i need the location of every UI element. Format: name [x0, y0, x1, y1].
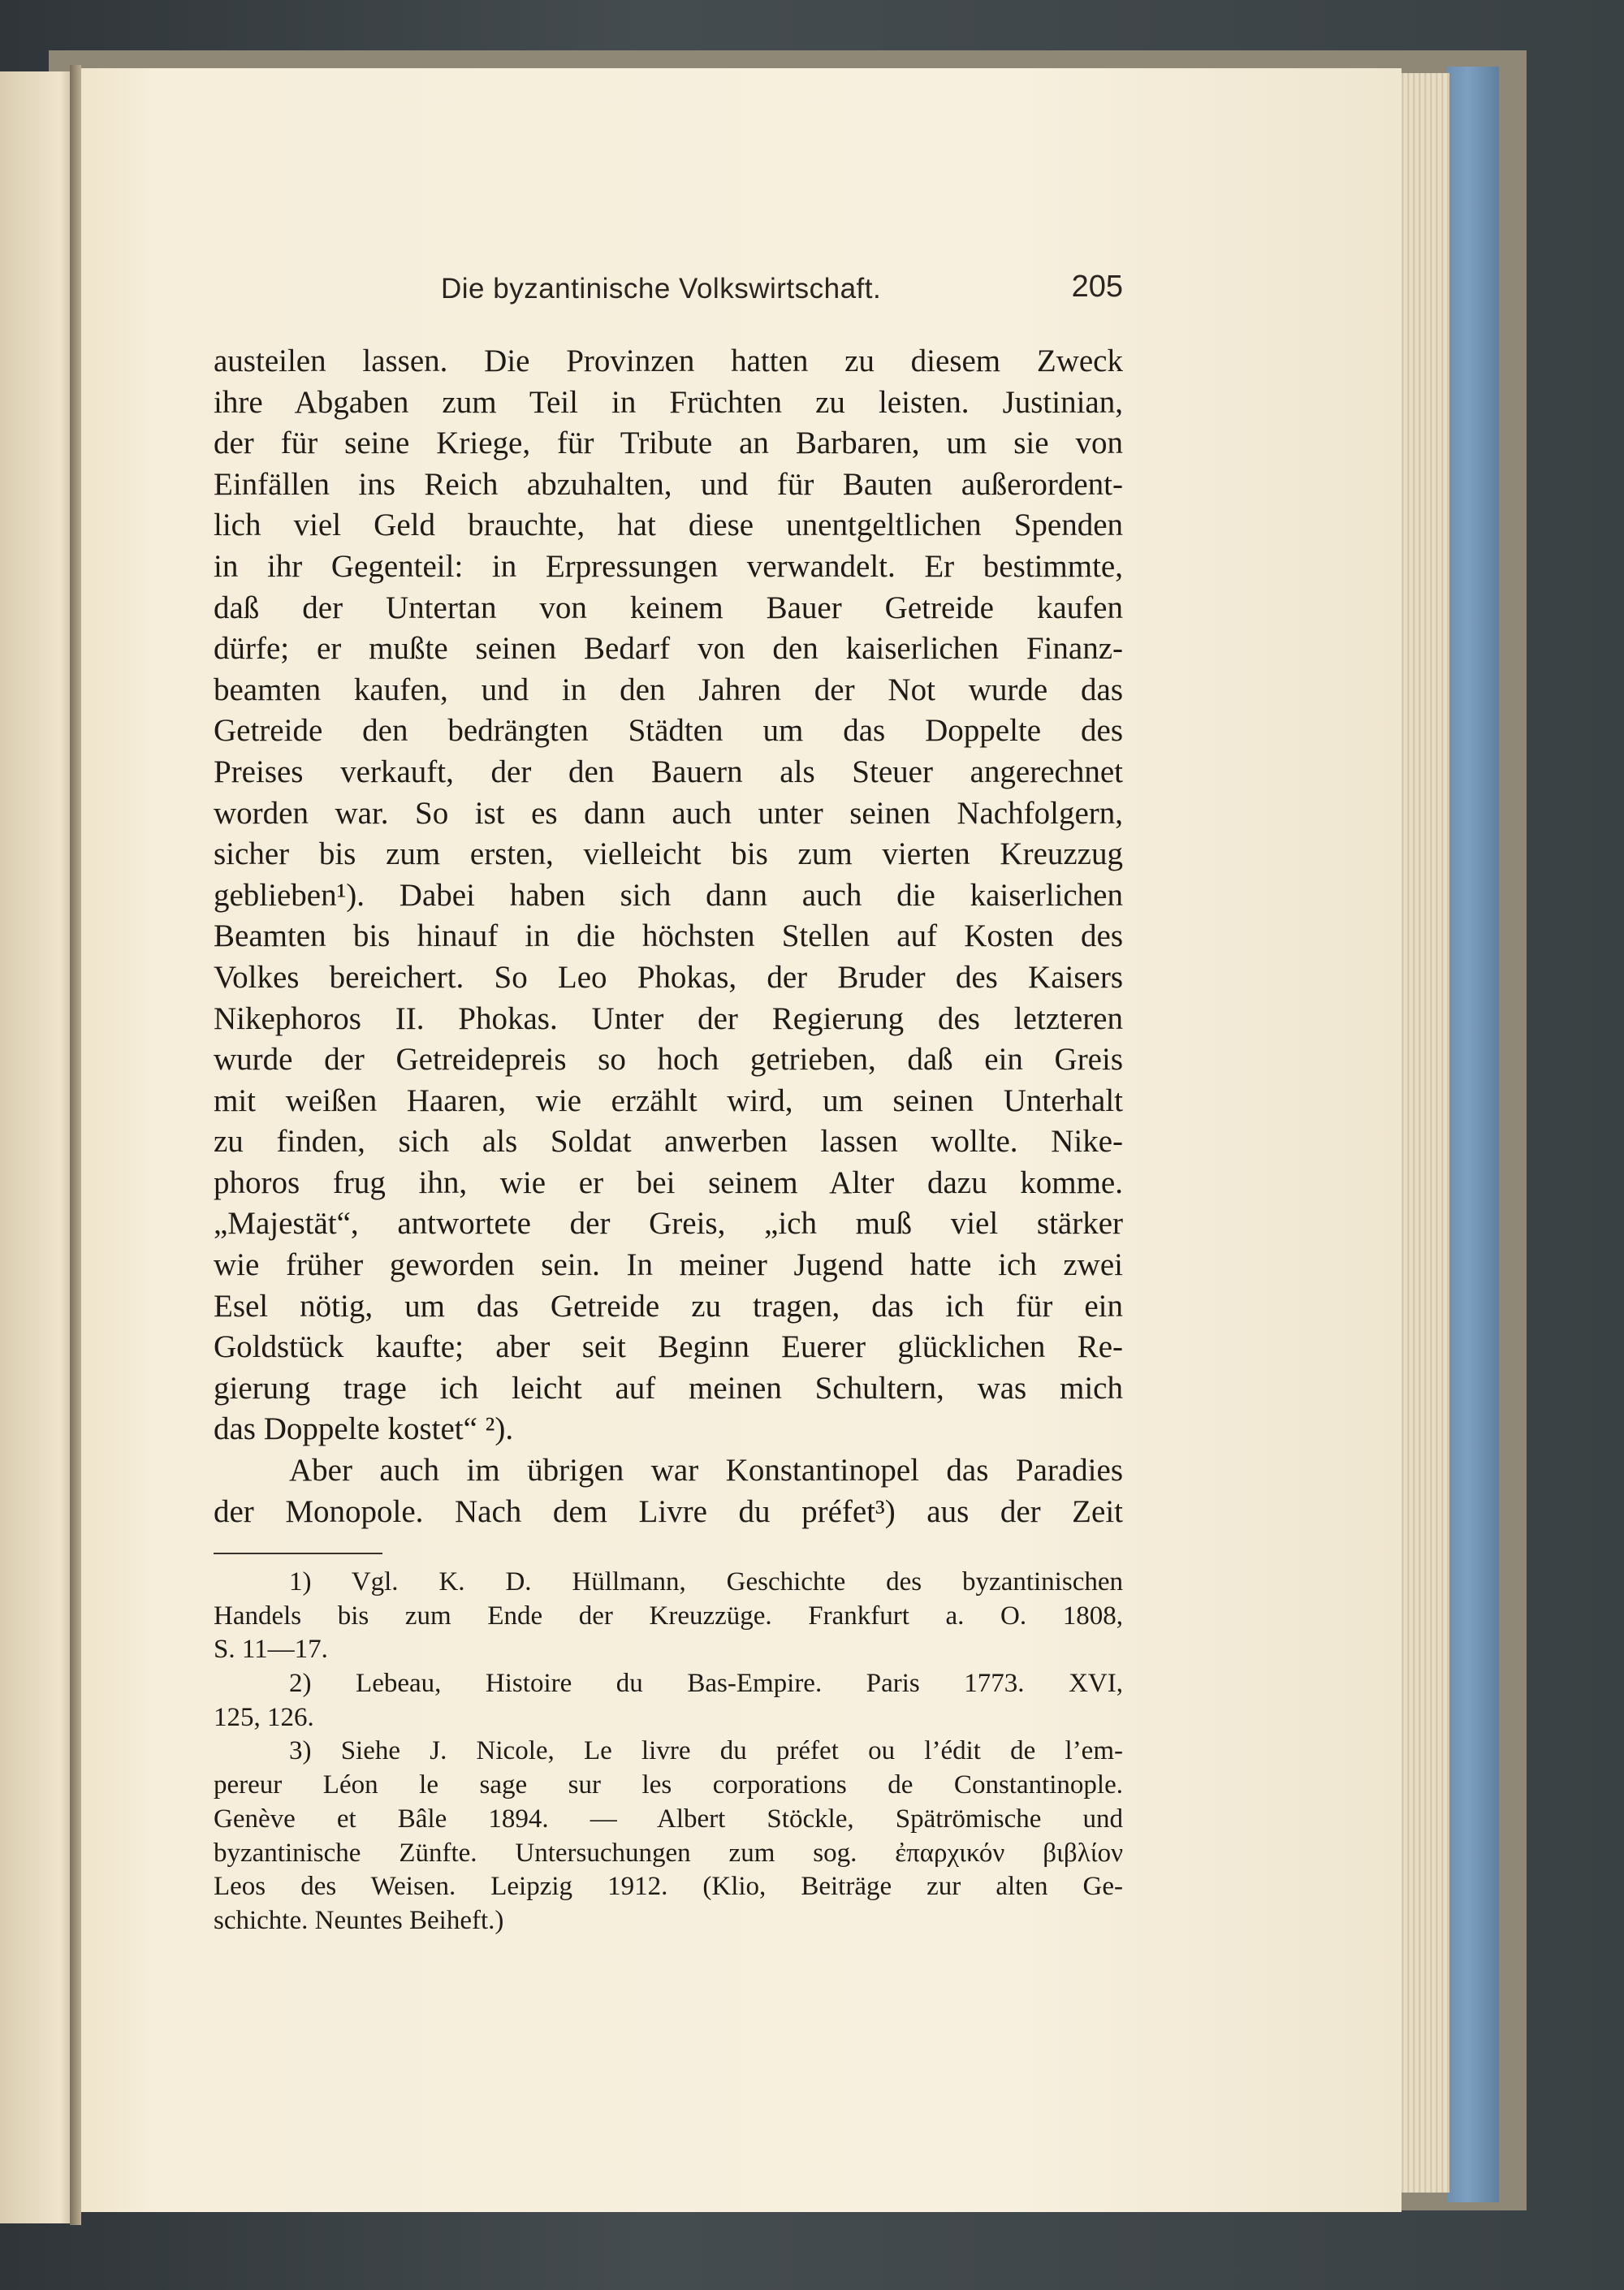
- body-line: wie früher geworden sein. In meiner Jugend hatte ich zwei: [214, 1247, 1123, 1283]
- running-head-title: Die byzantinische Volkswirtschaft.: [441, 273, 882, 305]
- body-line: Nikephoros II. Phokas. Unter der Regierung des letzteren: [214, 1000, 1123, 1036]
- footnote-line: S. 11—17.: [214, 1635, 328, 1665]
- body-line: daß der Untertan von keinem Bauer Getreide kaufen: [214, 590, 1123, 625]
- body-line: zu finden, sich als Soldat anwerben lassen wollte. Nike-: [214, 1124, 1123, 1160]
- body-line: Beamten bis hinauf in die höchsten Stellen auf Kosten des: [214, 918, 1123, 954]
- book-gutter: [70, 65, 81, 2225]
- body-line: Preises verkauft, der den Bauern als Steuer angerechnet: [214, 754, 1123, 789]
- body-line: Getreide den bedrängten Städten um das Doppelte des: [214, 713, 1123, 749]
- body-line: worden war. So ist es dann auch unter seinen Nachfolgern,: [214, 795, 1123, 831]
- running-head: [214, 270, 1123, 312]
- footnote-rule: [214, 1553, 382, 1554]
- body-line: „Majestät“, antwortete der Greis, „ich muß viel stärker: [214, 1206, 1123, 1242]
- body-line: Aber auch im übrigen war Konstantinopel das Paradies: [289, 1453, 1123, 1488]
- body-line: gierung trage ich leicht auf meinen Schultern, was mich: [214, 1370, 1123, 1406]
- footnote-line: byzantinische Zünfte. Untersuchungen zum sog. ἐπαρχικόν βιβλίον: [214, 1838, 1123, 1868]
- body-line: mit weißen Haaren, wie erzählt wird, um seinen Unterhalt: [214, 1082, 1123, 1118]
- body-line: beamten kaufen, und in den Jahren der Not wurde das: [214, 672, 1123, 707]
- footnote-line: Genève et Bâle 1894. — Albert Stöckle, Spätrömische und: [214, 1804, 1123, 1834]
- body-text: [214, 341, 1123, 1532]
- footnote-line: Handels bis zum Ende der Kreuzzüge. Frankfurt a. O. 1808,: [214, 1601, 1123, 1631]
- body-line: in ihr Gegenteil: in Erpressungen verwandelt. Er bestimmte,: [214, 548, 1123, 584]
- body-line: wurde der Getreidepreis so hoch getrieben, daß ein Greis: [214, 1042, 1123, 1078]
- body-line: sicher bis zum ersten, vielleicht bis zum vierten Kreuzzug: [214, 836, 1123, 872]
- body-line: Esel nötig, um das Getreide zu tragen, das ich für ein: [214, 1288, 1123, 1324]
- footnotes: [214, 1566, 1123, 1938]
- body-line: der für seine Kriege, für Tribute an Barbaren, um sie von: [214, 426, 1123, 461]
- footnote-line: Leos des Weisen. Leipzig 1912. (Klio, Beiträge zur alten Ge-: [214, 1872, 1123, 1902]
- body-line: das Doppelte kostet“ ²).: [214, 1411, 514, 1447]
- book-cover-board: [1447, 67, 1499, 2202]
- body-line: geblieben¹). Dabei haben sich dann auch die kaiserlichen: [214, 877, 1123, 913]
- footnote-line: 1) Vgl. K. D. Hüllmann, Geschichte des byzantinischen: [289, 1567, 1123, 1597]
- body-line: der Monopole. Nach dem Livre du préfet³) aus der Zeit: [214, 1493, 1123, 1529]
- body-line: Volkes bereichert. So Leo Phokas, der Bruder des Kaisers: [214, 959, 1123, 995]
- footnote-line: pereur Léon le sage sur les corporations de Constantinople.: [214, 1770, 1123, 1800]
- left-page-sliver: [0, 71, 75, 2223]
- page-number: 205: [1071, 270, 1123, 304]
- footnote-line: 3) Siehe J. Nicole, Le livre du préfet ou l’édit de l’em-: [289, 1736, 1123, 1766]
- footnote-line: schichte. Neuntes Beiheft.): [214, 1905, 504, 1935]
- body-line: lich viel Geld brauchte, hat diese unentgeltlichen Spenden: [214, 508, 1123, 543]
- body-line: Einfällen ins Reich abzuhalten, und für Bauten außerordent-: [214, 466, 1123, 502]
- body-line: ihre Abgaben zum Teil in Früchten zu leisten. Justinian,: [214, 384, 1123, 420]
- footnote-line: 125, 126.: [214, 1702, 314, 1732]
- footnote-line: 2) Lebeau, Histoire du Bas-Empire. Paris 1773. XVI,: [289, 1669, 1123, 1699]
- body-line: dürfe; er mußte seinen Bedarf von den kaiserlichen Finanz-: [214, 631, 1123, 667]
- body-line: Goldstück kaufte; aber seit Beginn Euerer glücklichen Re-: [214, 1329, 1123, 1365]
- body-line: austeilen lassen. Die Provinzen hatten zu diesem Zweck: [214, 344, 1123, 378]
- body-line: phoros frug ihn, wie er bei seinem Alter dazu komme.: [214, 1164, 1123, 1200]
